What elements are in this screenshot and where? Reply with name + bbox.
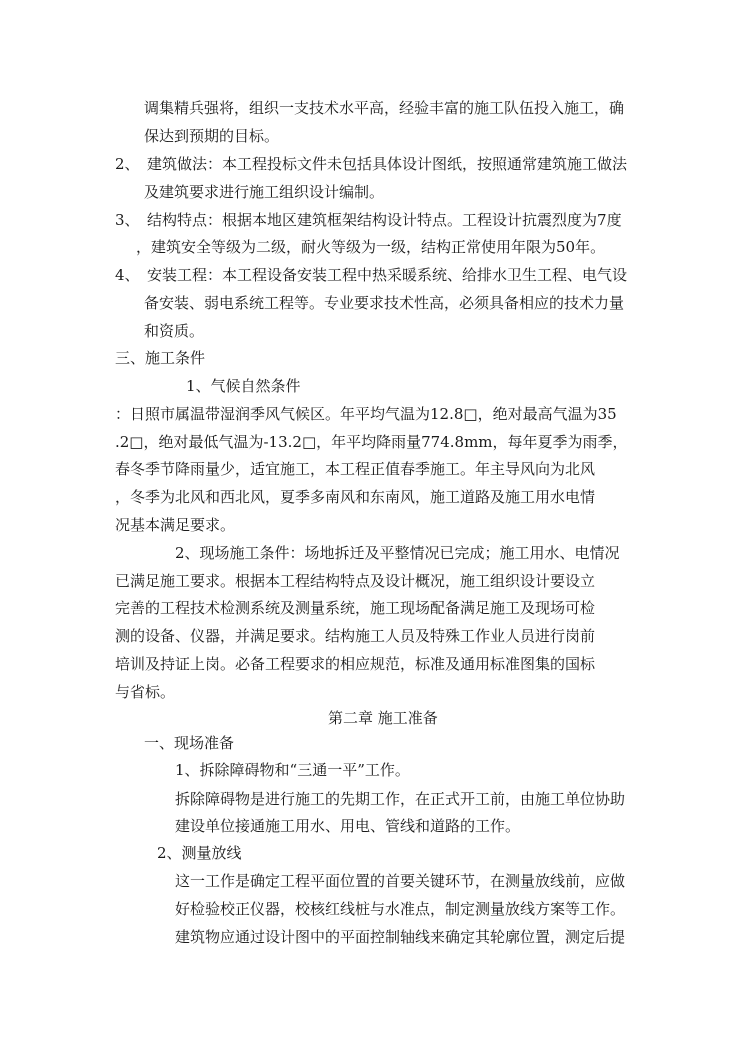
text-line-22: 与省标。: [115, 683, 176, 701]
text-line-6: ，建筑安全等级为二级，耐火等级为一级，结构正常使用年限为50年。: [136, 238, 606, 256]
subheading-survey: 2、测量放线: [157, 844, 242, 862]
section-heading-prep: 一、现场准备: [144, 734, 235, 752]
text-line-17: 2、现场施工条件：场地拆迁及平整情况已完成；施工用水、电情况: [175, 544, 620, 562]
text-line-3: 2、 建筑做法：本工程投标文件未包括具体设计图纸，按照通常建筑施工做法: [115, 155, 628, 173]
text-line-15: ，冬季为北风和西北风，夏季多南风和东南风，施工道路及施工用水电情: [115, 488, 596, 506]
text-line-13: .2□，绝对最低气温为-13.2□，年平均降雨量774.8mm，每年夏季为雨季，: [115, 433, 628, 451]
text-line-29: 这一工作是确定工程平面位置的首要关键环节，在测量放线前，应做: [175, 872, 626, 890]
text-line-27: 建设单位接通施工用水、用电、管线和道路的工作。: [175, 817, 521, 835]
section-heading: 三、施工条件: [115, 349, 206, 367]
text-line-14: 春冬季节降雨量少，适宜施工，本工程正值春季施工。年主导风向为北风: [115, 460, 596, 478]
text-line-4: 及建筑要求进行施工组织设计编制。: [144, 183, 385, 201]
chapter-title: 第二章 施工准备: [328, 709, 438, 727]
text-line-16: 况基本满足要求。: [115, 516, 236, 534]
subheading-climate: 1、气候自然条件: [186, 377, 301, 395]
text-line-30: 好检验校正仪器，校核红线桩与水准点，制定测量放线方案等工作。: [175, 900, 626, 918]
text-line-5: 3、 结构特点：根据本地区建筑框架结构设计特点。工程设计抗震烈度为7度: [115, 211, 622, 229]
subheading-clearing: 1、拆除障碍物和“三通一平”工作。: [175, 761, 410, 779]
text-line-7: 4、 安装工程：本工程设备安装工程中热采暖系统、给排水卫生工程、电气设: [115, 266, 628, 284]
text-line-8: 备安装、弱电系统工程等。专业要求技术性高，必须具备相应的技术力量: [144, 294, 625, 312]
text-line-21: 培训及持证上岗。必备工程要求的相应规范，标准及通用标准图集的国标: [115, 655, 596, 673]
text-line-20: 测的设备、仪器，并满足要求。结构施工人员及特殊工作业人员进行岗前: [115, 627, 596, 645]
text-line-12: ：日照市属温带湿润季风气候区。年平均气温为12.8□，绝对最高气温为35: [115, 405, 617, 423]
text-line-9: 和资质。: [144, 322, 205, 340]
text-line-26: 拆除障碍物是进行施工的先期工作，在正式开工前，由施工单位协助: [175, 790, 626, 808]
text-line-18: 已满足施工要求。根据本工程结构特点及设计概况，施工组织设计要设立: [115, 572, 596, 590]
text-line-31: 建筑物应通过设计图中的平面控制轴线来确定其轮廓位置，测定后提: [175, 928, 626, 946]
text-line-1: 调集精兵强将，组织一支技术水平高，经验丰富的施工队伍投入施工，确: [144, 99, 625, 117]
text-line-19: 完善的工程技术检测系统及测量系统，施工现场配备满足施工及现场可检: [115, 599, 596, 617]
text-line-2: 保达到预期的目标。: [144, 127, 280, 145]
